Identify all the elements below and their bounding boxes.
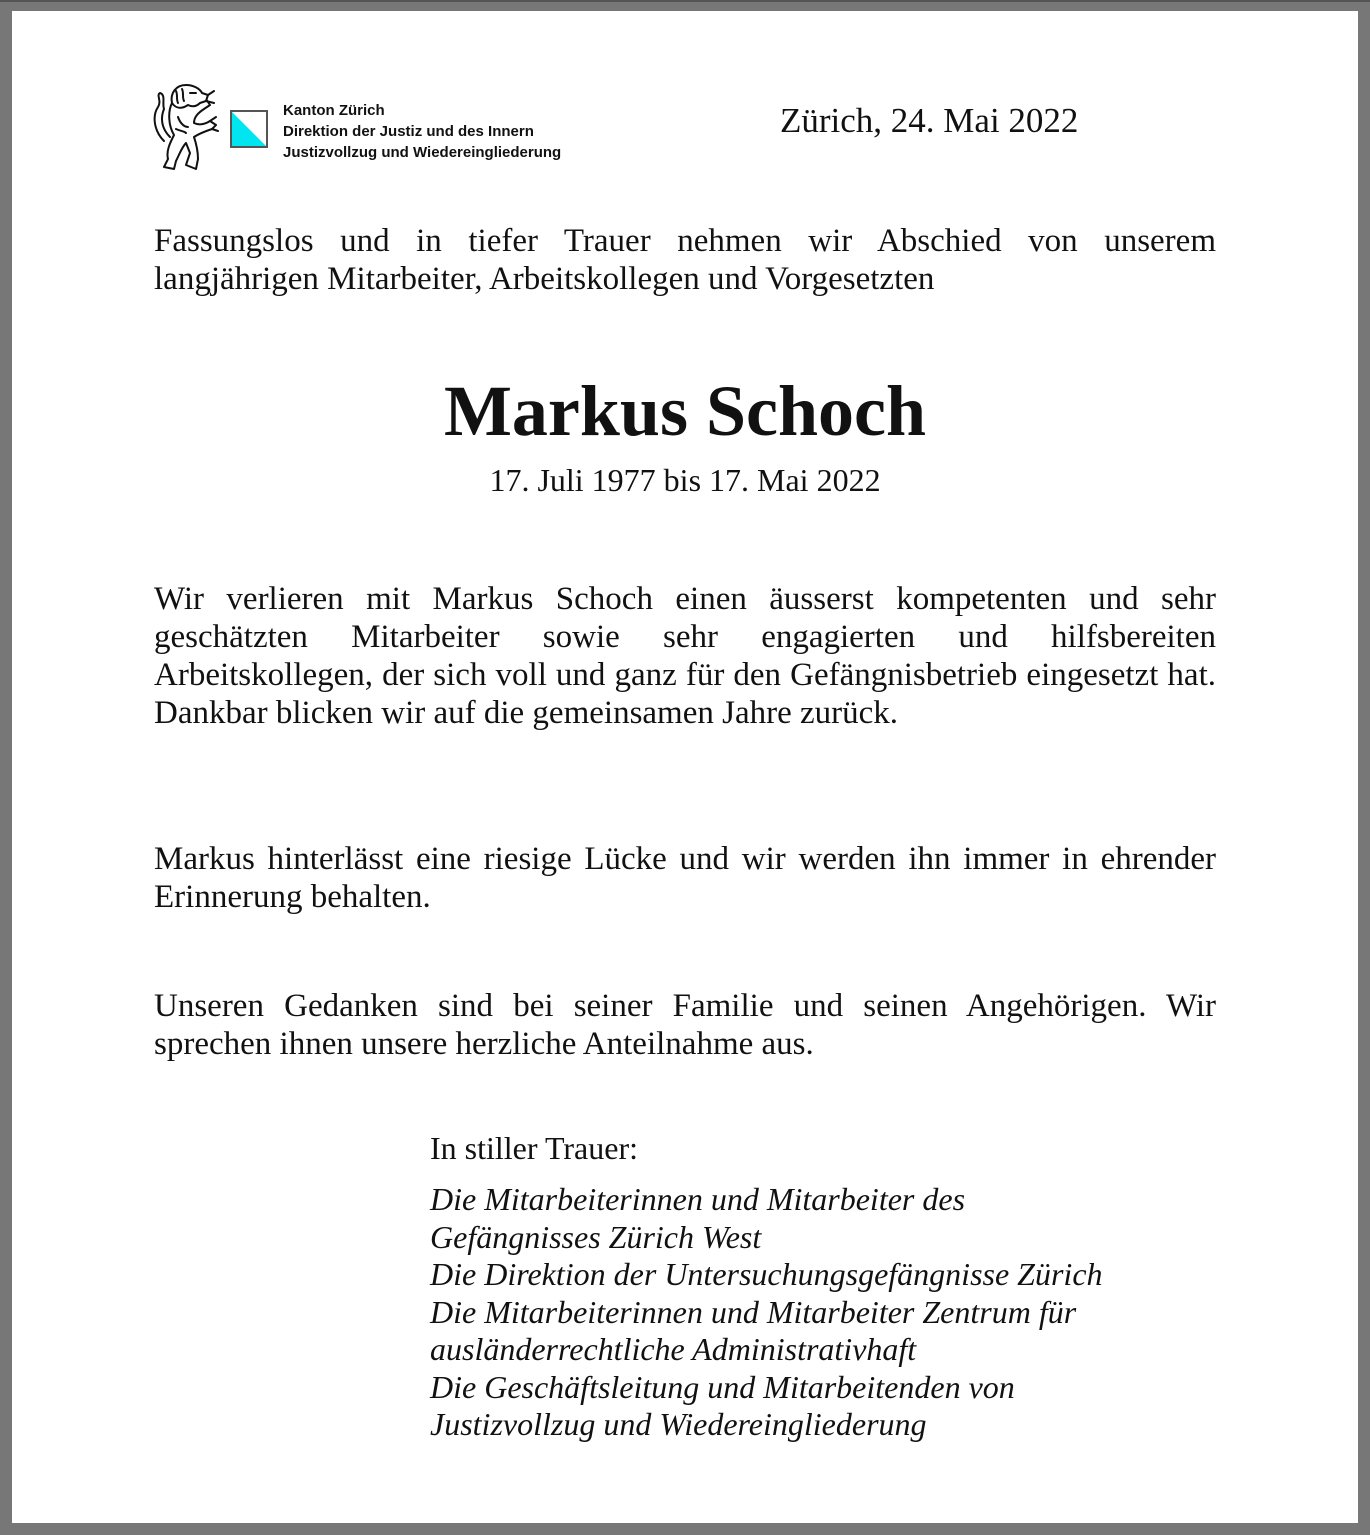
signature-line: Gefängnisses Zürich West [430,1218,762,1255]
place-date: Zürich, 24. Mai 2022 [780,101,1079,140]
signature-line: ausländerrechtliche Administrativhaft [430,1331,917,1367]
zurich-lion-icon [150,81,220,175]
signature-line: Die Direktion der Untersuchungsgefängnisse Zürich [430,1256,1103,1292]
paragraph-memory: Markus hinterlässt eine riesige Lücke und wir werden ihn immer in ehrender Erinnerung behalten. [154,841,1216,915]
signature-heading: In stiller Trauer: [430,1130,638,1166]
deceased-name: Markus Schoch [443,371,927,451]
paragraph-condolence: Unseren Gedanken sind bei seiner Familie und seinen Angehörigen. Wir sprechen ihnen unsere herzliche Anteilnahme aus. [154,988,1216,1062]
signature-block [430,1129,1250,1444]
signature-line: Die Mitarbeiterinnen und Mitarbeiter Zentrum für [430,1293,1077,1330]
document-page [12,11,1358,1523]
life-dates: 17. Juli 1977 bis 17. Mai 2022 [489,462,881,498]
zurich-canton-flag-icon [230,110,268,148]
viewer-top-edge [0,0,1370,2]
logo-text [283,100,561,163]
paragraph-tribute: Wir verlieren mit Markus Schoch einen äusserst kompetenten und sehr geschätzten Mitarbeiter sowie sehr engagierten und hilfsbereiten Arbeitskollegen, der sich voll und ganz für den Gefängnisbetrieb eingesetzt hat. Dankbar blicken wir auf die gemeinsamen Jahre zurück. [154,581,1216,731]
logo-line-direktion: Direktion der Justiz und des Innern [283,123,534,140]
signature-line: Justizvollzug und Wiedereingliederung [430,1406,927,1442]
logo-line-canton: Kanton Zürich [283,102,385,119]
intro-text: Fassungslos und in tiefer Trauer nehmen wir Abschied von unserem langjährigen Mitarbeiter, Arbeitskollegen und Vorgesetzten [154,223,1216,297]
signature-line: Die Mitarbeiterinnen und Mitarbeiter des [430,1181,966,1217]
logo-line-amt: Justizvollzug und Wiedereingliederung [283,144,562,161]
signature-line: Die Geschäftsleitung und Mitarbeitenden von [430,1368,1015,1405]
